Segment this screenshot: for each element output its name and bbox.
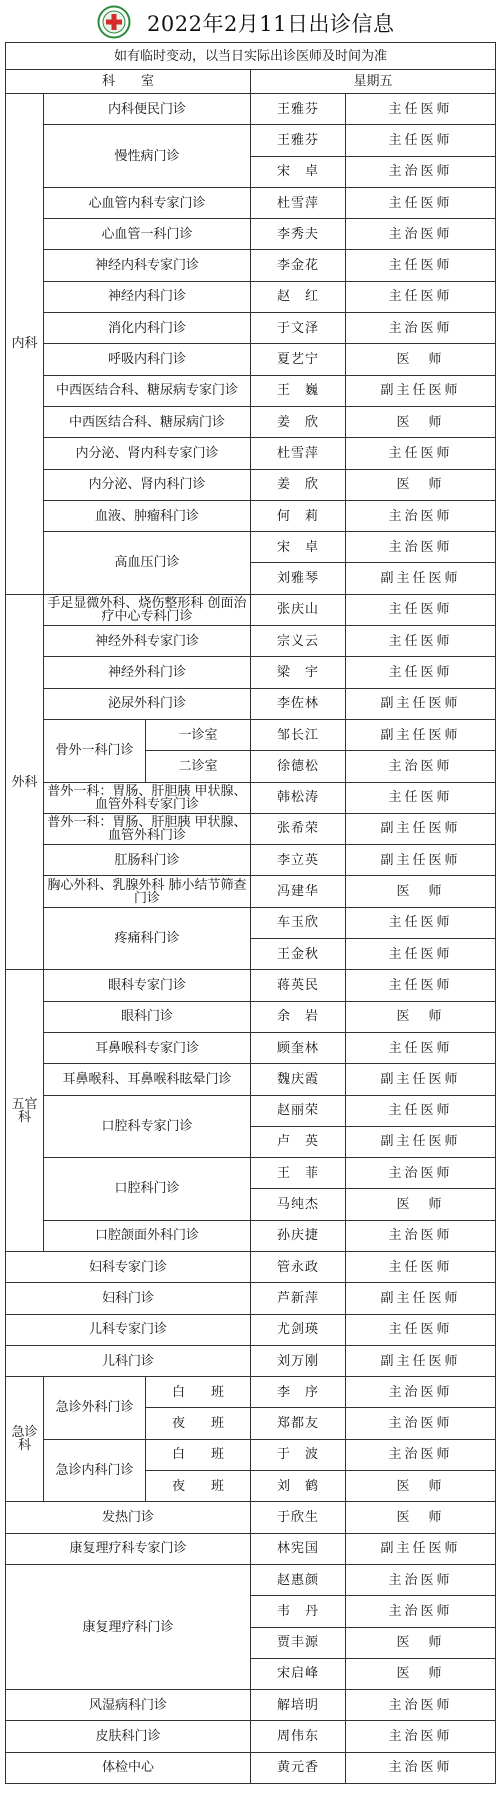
clinic-cell: 发热门诊	[6, 1502, 251, 1533]
clinic-cell: 内分泌、肾内科门诊	[44, 469, 251, 500]
clinic-cell: 康复理疗科专家门诊	[6, 1533, 251, 1564]
clinic-cell: 普外一科：胃肠、肝胆胰 甲状腺、血管外科门诊	[44, 813, 251, 844]
doctor-title: 主治医师	[346, 156, 496, 187]
clinic-cell: 普外一科：胃肠、肝胆胰 甲状腺、血管外科专家门诊	[44, 782, 251, 813]
doctor-title: 主治医师	[346, 1564, 496, 1595]
schedule-row	[6, 532, 496, 563]
schedule-table	[5, 42, 496, 1784]
clinic-cell: 血液、肿瘤科门诊	[44, 500, 251, 531]
schedule-row	[6, 1564, 496, 1595]
schedule-row	[6, 1314, 496, 1345]
schedule-row	[6, 688, 496, 719]
doctor-title: 医 师	[346, 1502, 496, 1533]
clinic-cell: 耳鼻喉科、耳鼻喉科眩晕门诊	[44, 1064, 251, 1095]
doctor-name: 张希荣	[251, 813, 346, 844]
doctor-name: 魏庆霞	[251, 1064, 346, 1095]
doctor-title: 主治医师	[346, 1439, 496, 1470]
clinic-cell: 胸心外科、乳腺外科 肺小结节筛查门诊	[44, 876, 251, 907]
doctor-name: 解培明	[251, 1690, 346, 1721]
schedule-row	[6, 1283, 496, 1314]
doctor-title: 主任医师	[346, 1314, 496, 1345]
doctor-name: 卢 英	[251, 1126, 346, 1157]
schedule-row	[6, 469, 496, 500]
room-cell: 二诊室	[146, 751, 251, 782]
schedule-row	[6, 1001, 496, 1032]
clinic-cell: 呼吸内科门诊	[44, 344, 251, 375]
doctor-title: 医 师	[346, 344, 496, 375]
doctor-title: 主任医师	[346, 594, 496, 625]
doctor-title: 副主任医师	[346, 375, 496, 406]
doctor-title: 主任医师	[346, 939, 496, 970]
doctor-title: 医 师	[346, 1627, 496, 1658]
clinic-cell: 耳鼻喉科专家门诊	[44, 1032, 251, 1063]
doctor-title: 主治医师	[346, 1408, 496, 1439]
page-header	[0, 0, 500, 40]
schedule-row	[6, 1095, 496, 1126]
clinic-cell: 神经内科门诊	[44, 281, 251, 312]
doctor-name: 李秀夫	[251, 219, 346, 250]
clinic-cell: 皮肤科门诊	[6, 1721, 251, 1752]
doctor-title: 主任医师	[346, 250, 496, 281]
clinic-cell: 神经内科专家门诊	[44, 250, 251, 281]
doctor-title: 医 师	[346, 406, 496, 437]
doctor-name: 宋 卓	[251, 532, 346, 563]
doctor-name: 刘 鹤	[251, 1471, 346, 1502]
schedule-row	[6, 845, 496, 876]
doctor-title: 医 师	[346, 1189, 496, 1220]
doctor-title: 主治医师	[346, 313, 496, 344]
doctor-name: 宗义云	[251, 626, 346, 657]
doctor-title: 主任医师	[346, 438, 496, 469]
doctor-name: 刘万刚	[251, 1345, 346, 1376]
schedule-row	[6, 594, 496, 625]
doctor-name: 王 菲	[251, 1158, 346, 1189]
doctor-title: 主任医师	[346, 626, 496, 657]
clinic-cell: 心血管一科门诊	[44, 219, 251, 250]
doctor-name: 黄元香	[251, 1752, 346, 1783]
clinic-cell: 疼痛科门诊	[44, 907, 251, 970]
doctor-title: 副主任医师	[346, 1126, 496, 1157]
doctor-title: 主治医师	[346, 532, 496, 563]
doctor-name: 王 巍	[251, 375, 346, 406]
doctor-title: 副主任医师	[346, 1064, 496, 1095]
schedule-row	[6, 1533, 496, 1564]
doctor-name: 宋 卓	[251, 156, 346, 187]
schedule-row	[6, 1220, 496, 1251]
shift-cell: 夜 班	[146, 1471, 251, 1502]
schedule-row	[6, 1439, 496, 1470]
schedule-row	[6, 782, 496, 813]
doctor-title: 副主任医师	[346, 563, 496, 594]
doctor-title: 主治医师	[346, 1690, 496, 1721]
doctor-title: 主治医师	[346, 1596, 496, 1627]
doctor-name: 杜雪萍	[251, 438, 346, 469]
doctor-name: 王金秋	[251, 939, 346, 970]
schedule-row	[6, 1502, 496, 1533]
clinic-cell: 神经外科门诊	[44, 657, 251, 688]
doctor-title: 主任医师	[346, 187, 496, 218]
clinic-cell: 口腔科门诊	[44, 1158, 251, 1221]
schedule-row	[6, 94, 496, 125]
doctor-title: 主任医师	[346, 1251, 496, 1282]
schedule-row	[6, 438, 496, 469]
doctor-title: 主任医师	[346, 281, 496, 312]
doctor-title: 医 师	[346, 1658, 496, 1689]
doctor-title: 医 师	[346, 1001, 496, 1032]
doctor-title: 主任医师	[346, 657, 496, 688]
schedule-row	[6, 719, 496, 750]
schedule-row	[6, 1064, 496, 1095]
doctor-title: 主治医师	[346, 500, 496, 531]
schedule-row	[6, 1752, 496, 1783]
doctor-title: 主治医师	[346, 1752, 496, 1783]
doctor-title: 主任医师	[346, 907, 496, 938]
hospital-logo-icon	[97, 5, 131, 39]
clinic-cell: 中西医结合科、糖尿病门诊	[44, 406, 251, 437]
doctor-name: 徐德松	[251, 751, 346, 782]
doctor-title: 主任医师	[346, 125, 496, 156]
doctor-name: 芦新萍	[251, 1283, 346, 1314]
doctor-name: 韩松涛	[251, 782, 346, 813]
doctor-name: 李 序	[251, 1377, 346, 1408]
schedule-row	[6, 1158, 496, 1189]
doctor-name: 赵惠颜	[251, 1564, 346, 1595]
doctor-name: 梁 宇	[251, 657, 346, 688]
doctor-name: 于 波	[251, 1439, 346, 1470]
doctor-title: 副主任医师	[346, 813, 496, 844]
schedule-row	[6, 187, 496, 218]
schedule-row	[6, 281, 496, 312]
dept-cell: 急诊科	[6, 1377, 44, 1502]
doctor-name: 刘雅琴	[251, 563, 346, 594]
doctor-name: 郑都友	[251, 1408, 346, 1439]
clinic-cell: 康复理疗科门诊	[6, 1564, 251, 1689]
doctor-name: 王雅芬	[251, 125, 346, 156]
doctor-name: 周伟东	[251, 1721, 346, 1752]
clinic-cell: 风湿病科门诊	[6, 1690, 251, 1721]
clinic-cell: 体检中心	[6, 1752, 251, 1783]
doctor-name: 杜雪萍	[251, 187, 346, 218]
room-cell: 一诊室	[146, 719, 251, 750]
doctor-name: 姜 欣	[251, 469, 346, 500]
doctor-title: 主治医师	[346, 219, 496, 250]
doctor-title: 主治医师	[346, 1721, 496, 1752]
doctor-title: 医 师	[346, 876, 496, 907]
clinic-cell: 心血管内科专家门诊	[44, 187, 251, 218]
doctor-title: 医 师	[346, 469, 496, 500]
clinic-cell: 内科便民门诊	[44, 94, 251, 125]
schedule-row	[6, 250, 496, 281]
doctor-title: 副主任医师	[346, 688, 496, 719]
doctor-name: 尤剑瑛	[251, 1314, 346, 1345]
schedule-row	[6, 375, 496, 406]
schedule-row	[6, 1345, 496, 1376]
header-day: 星期五	[251, 70, 496, 94]
doctor-name: 车玉欣	[251, 907, 346, 938]
doctor-name: 赵 红	[251, 281, 346, 312]
page-title: 2022年2月11日出诊信息	[147, 12, 395, 36]
clinic-cell: 眼科专家门诊	[44, 970, 251, 1001]
doctor-name: 孙庆捷	[251, 1220, 346, 1251]
doctor-title: 主治医师	[346, 1377, 496, 1408]
doctor-title: 副主任医师	[346, 1283, 496, 1314]
clinic-cell: 口腔颌面外科门诊	[44, 1220, 251, 1251]
schedule-row	[6, 344, 496, 375]
schedule-row	[6, 500, 496, 531]
schedule-row	[6, 876, 496, 907]
doctor-name: 李佐林	[251, 688, 346, 719]
schedule-row	[6, 313, 496, 344]
doctor-title: 主治医师	[346, 751, 496, 782]
header-dept: 科 室	[6, 70, 251, 94]
clinic-cell: 内分泌、肾内科专家门诊	[44, 438, 251, 469]
schedule-row	[6, 626, 496, 657]
doctor-name: 于欣生	[251, 1502, 346, 1533]
doctor-title: 副主任医师	[346, 1345, 496, 1376]
schedule-row	[6, 406, 496, 437]
schedule-row	[6, 1690, 496, 1721]
schedule-row	[6, 970, 496, 1001]
schedule-row	[6, 1721, 496, 1752]
clinic-cell: 神经外科专家门诊	[44, 626, 251, 657]
dept-cell: 外科	[6, 594, 44, 970]
doctor-name: 李立英	[251, 845, 346, 876]
doctor-title: 主任医师	[346, 1095, 496, 1126]
clinic-cell: 妇科门诊	[6, 1283, 251, 1314]
doctor-name: 林宪国	[251, 1533, 346, 1564]
doctor-name: 顾奎林	[251, 1032, 346, 1063]
doctor-name: 姜 欣	[251, 406, 346, 437]
schedule-row	[6, 907, 496, 938]
dept-cell: 内科	[6, 94, 44, 595]
doctor-title: 主治医师	[346, 1158, 496, 1189]
doctor-name: 何 莉	[251, 500, 346, 531]
doctor-name: 邹长江	[251, 719, 346, 750]
doctor-title: 副主任医师	[346, 719, 496, 750]
doctor-name: 管永政	[251, 1251, 346, 1282]
doctor-name: 王雅芬	[251, 94, 346, 125]
schedule-row	[6, 1032, 496, 1063]
doctor-title: 副主任医师	[346, 1533, 496, 1564]
shift-cell: 夜 班	[146, 1408, 251, 1439]
doctor-name: 李金花	[251, 250, 346, 281]
clinic-cell: 高血压门诊	[44, 532, 251, 595]
schedule-row	[6, 657, 496, 688]
schedule-row	[6, 219, 496, 250]
clinic-cell: 眼科门诊	[44, 1001, 251, 1032]
doctor-name: 余 岩	[251, 1001, 346, 1032]
clinic-cell: 急诊外科门诊	[44, 1377, 146, 1440]
doctor-title: 主任医师	[346, 94, 496, 125]
doctor-name: 贾丰源	[251, 1627, 346, 1658]
clinic-cell: 泌尿外科门诊	[44, 688, 251, 719]
doctor-name: 夏艺宁	[251, 344, 346, 375]
clinic-cell: 肛肠科门诊	[44, 845, 251, 876]
dept-cell: 五官科	[6, 970, 44, 1252]
doctor-name: 赵丽荣	[251, 1095, 346, 1126]
clinic-cell: 儿科专家门诊	[6, 1314, 251, 1345]
shift-cell: 白 班	[146, 1377, 251, 1408]
schedule-row	[6, 1377, 496, 1408]
clinic-cell: 手足显微外科、烧伤整形科 创面治疗中心专科门诊	[44, 594, 251, 625]
clinic-cell: 口腔科专家门诊	[44, 1095, 251, 1158]
clinic-cell: 急诊内科门诊	[44, 1439, 146, 1502]
doctor-title: 主任医师	[346, 970, 496, 1001]
clinic-cell: 妇科专家门诊	[6, 1251, 251, 1282]
doctor-name: 马纯杰	[251, 1189, 346, 1220]
clinic-cell: 慢性病门诊	[44, 125, 251, 188]
clinic-cell: 消化内科门诊	[44, 313, 251, 344]
schedule-row	[6, 1251, 496, 1282]
schedule-row	[6, 813, 496, 844]
doctor-title: 副主任医师	[346, 845, 496, 876]
doctor-name: 宋启峰	[251, 1658, 346, 1689]
doctor-name: 张庆山	[251, 594, 346, 625]
doctor-title: 主任医师	[346, 782, 496, 813]
doctor-name: 于文泽	[251, 313, 346, 344]
doctor-title: 主任医师	[346, 1032, 496, 1063]
notice-text: 如有临时变动，以当日实际出诊医师及时间为准	[6, 43, 496, 70]
clinic-cell: 儿科门诊	[6, 1345, 251, 1376]
doctor-name: 冯建华	[251, 876, 346, 907]
clinic-cell: 中西医结合科、糖尿病专家门诊	[44, 375, 251, 406]
doctor-name: 韦 丹	[251, 1596, 346, 1627]
shift-cell: 白 班	[146, 1439, 251, 1470]
doctor-title: 医 师	[346, 1471, 496, 1502]
doctor-name: 蒋英民	[251, 970, 346, 1001]
schedule-row	[6, 125, 496, 156]
clinic-cell: 骨外一科门诊	[44, 719, 146, 782]
doctor-title: 主治医师	[346, 1220, 496, 1251]
